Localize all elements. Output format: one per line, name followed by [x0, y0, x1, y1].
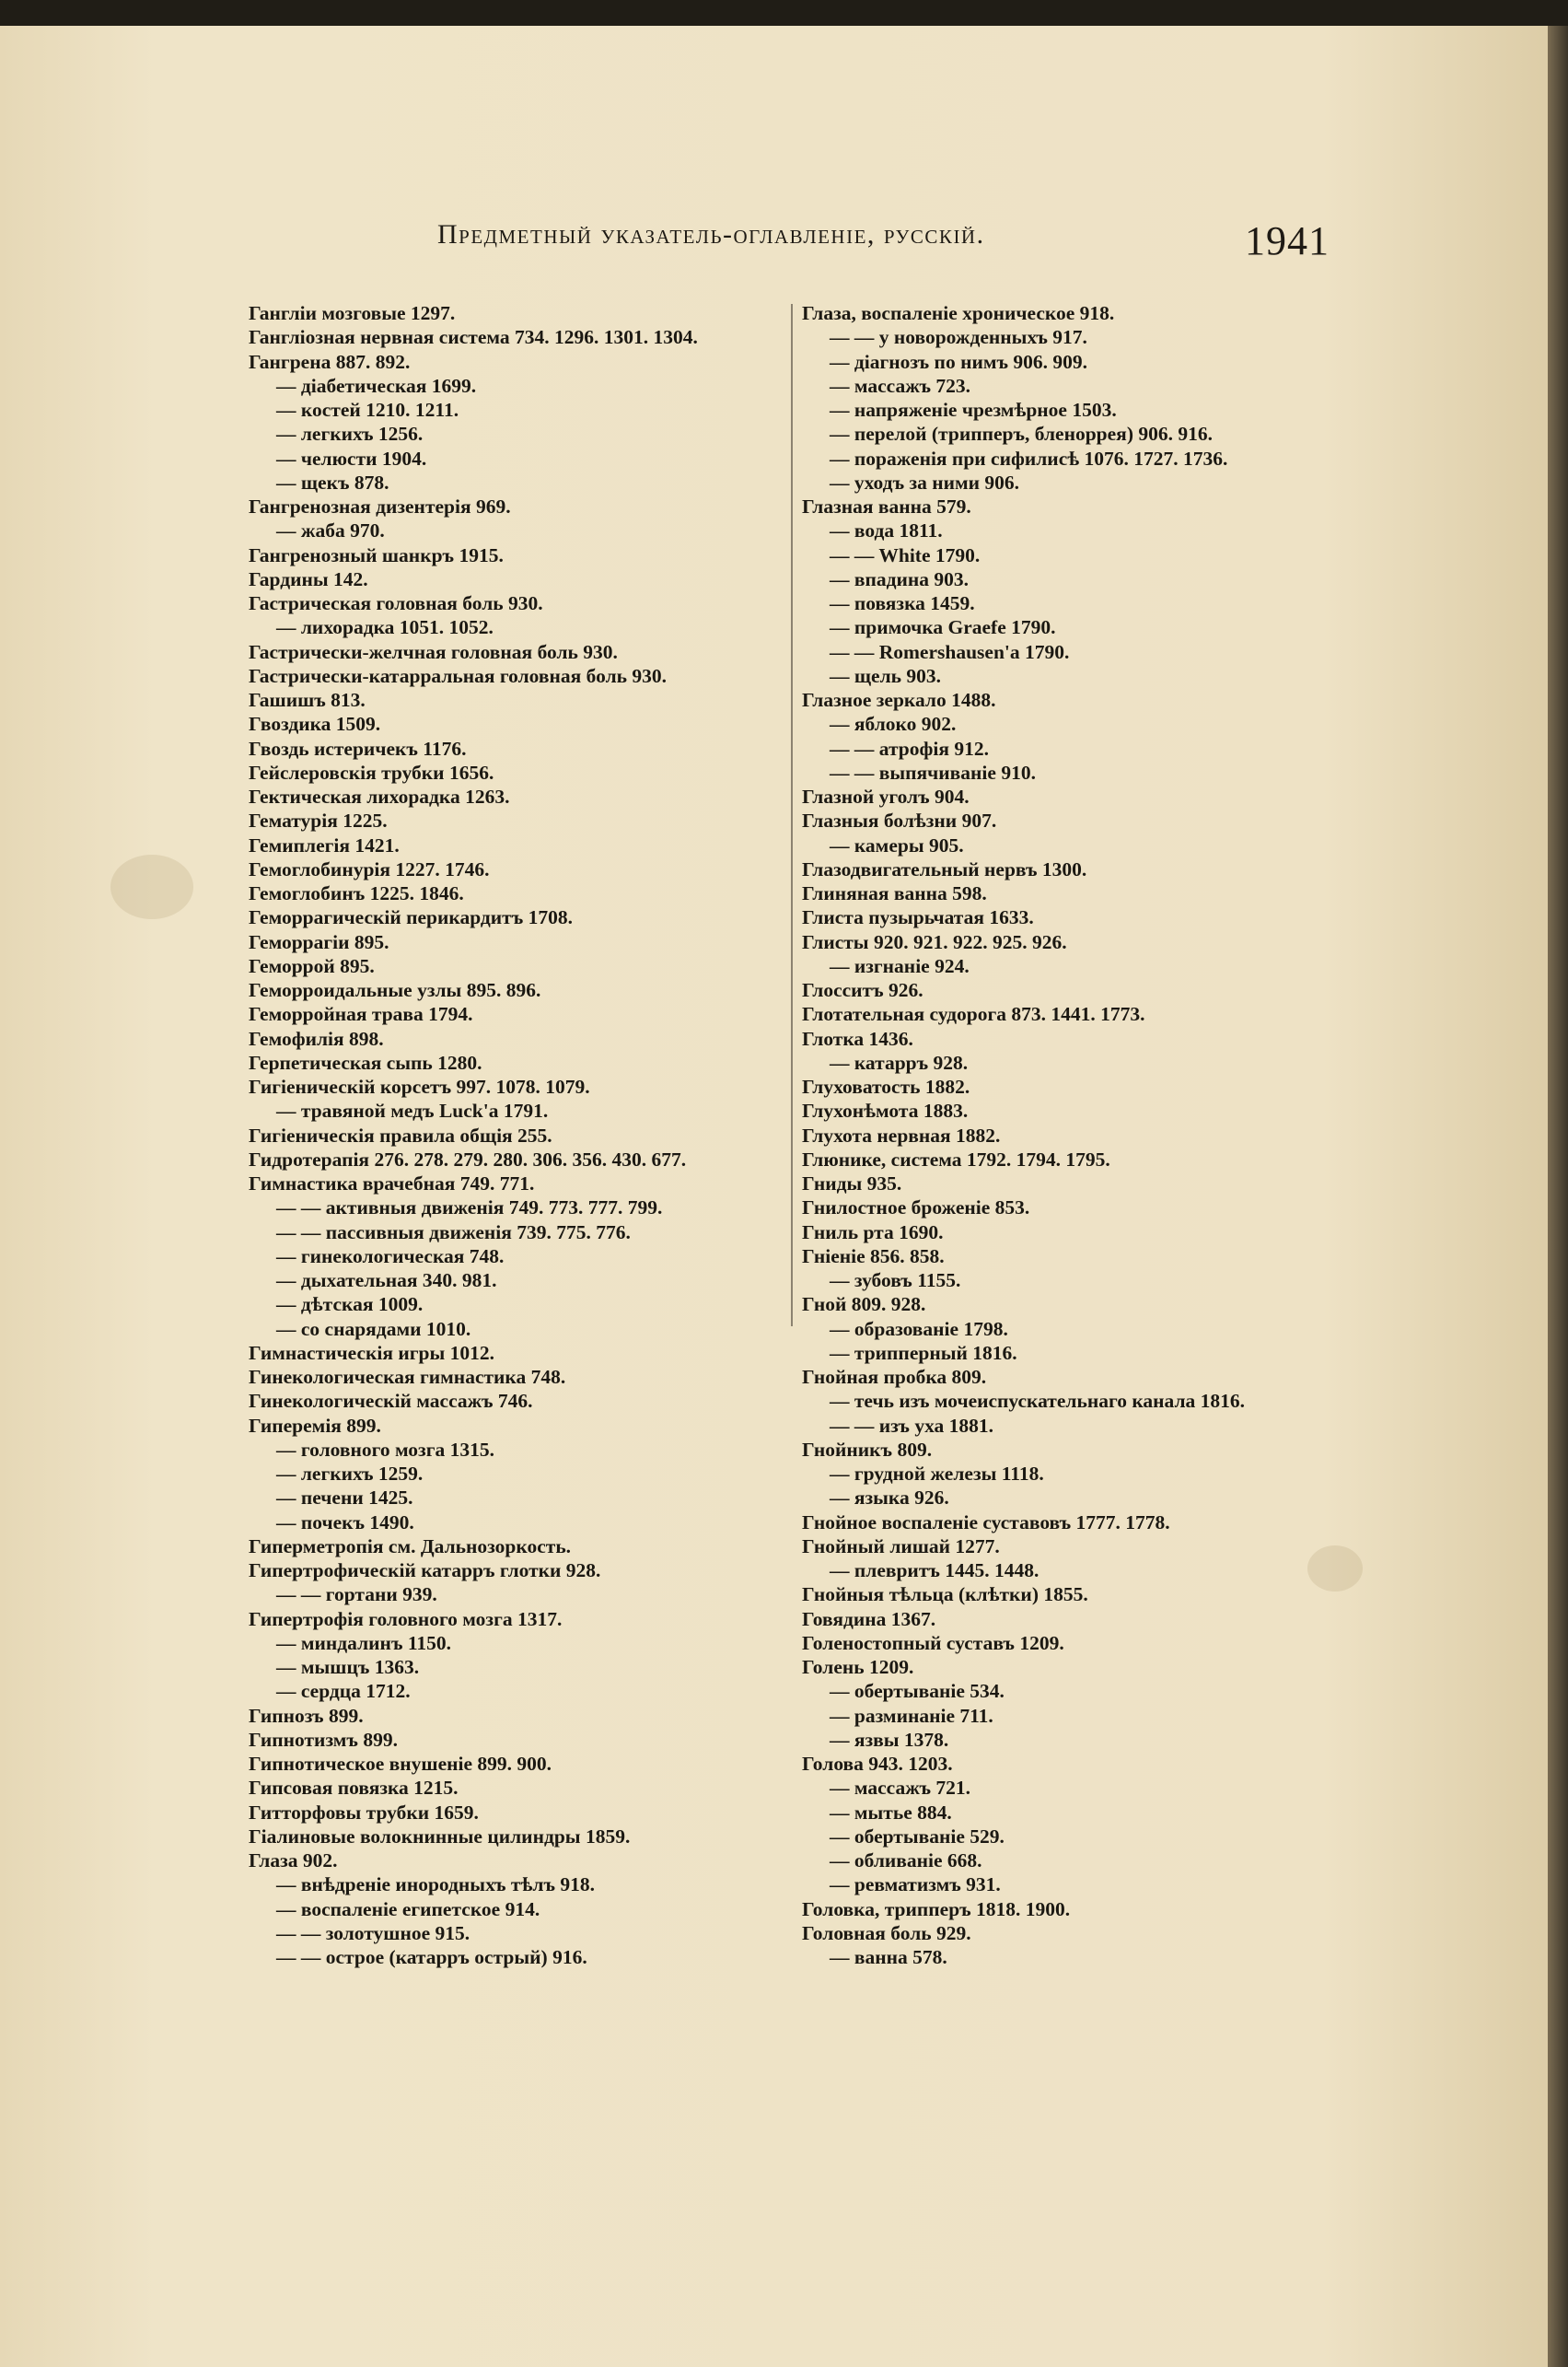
index-entry: Гніеніе 856. 858. — [802, 1244, 945, 1267]
index-column-left — [249, 301, 781, 1969]
index-entry: Гангренозный шанкръ 1915. — [249, 543, 504, 566]
index-entry: Гематурія 1225. — [249, 810, 388, 833]
index-entry: Голень 1209. — [802, 1656, 914, 1678]
index-subentry: — грудной железы 1118. — [830, 1463, 1044, 1485]
index-subentry: — образованіе 1798. — [830, 1317, 1008, 1340]
index-subentry: — — золотушное 915. — [276, 1921, 470, 1944]
index-subentry: — напряженіе чрезмѣрное 1503. — [830, 399, 1117, 421]
index-entry: Гардины 142. — [249, 567, 368, 590]
index-subentry: — обертываніе 529. — [830, 1825, 1005, 1848]
index-entry: Геморрой 895. — [249, 954, 375, 977]
index-entry: Гангрена 887. 892. — [249, 350, 411, 373]
index-subentry: — массажъ 723. — [830, 374, 971, 397]
index-entry: Головная боль 929. — [802, 1921, 971, 1944]
index-entry: Гипнозъ 899. — [249, 1704, 364, 1727]
index-entry: Гинекологическая гимнастика 748. — [249, 1366, 566, 1388]
index-subentry: — вода 1811. — [830, 519, 943, 542]
index-entry: Гангренозная дизентерія 969. — [249, 496, 511, 518]
index-entry: Герпетическая сыпь 1280. — [249, 1051, 482, 1074]
index-entry: Глиста пузырьчатая 1633. — [802, 906, 1034, 929]
index-entry: Гейслеровскія трубки 1656. — [249, 761, 494, 784]
index-subentry: — дыхательная 340. 981. — [276, 1269, 497, 1291]
index-subentry: — головного мозга 1315. — [276, 1438, 494, 1461]
index-entry: Гемиплегія 1421. — [249, 834, 400, 857]
index-entry: Гитторфовы трубки 1659. — [249, 1801, 479, 1824]
index-entry: Гимнастика врачебная 749. 771. — [249, 1172, 535, 1195]
index-subentry: — — выпячиваніе 910. — [830, 761, 1036, 784]
index-entry: Гемофилія 898. — [249, 1027, 384, 1050]
index-subentry: — — атрофія 912. — [830, 737, 989, 760]
index-subentry: — языка 926. — [830, 1487, 949, 1510]
index-entry: Глазное зеркало 1488. — [802, 689, 996, 711]
index-entry: Глухонѣмота 1883. — [802, 1100, 969, 1123]
index-entry: Голеностопный суставъ 1209. — [802, 1631, 1064, 1654]
index-entry: Гемоглобинурія 1227. 1746. — [249, 857, 490, 880]
index-subentry: — почекъ 1490. — [276, 1510, 414, 1533]
index-entry: Гастрическая головная боль 930. — [249, 592, 543, 614]
index-entry: Гной 809. 928. — [802, 1293, 926, 1316]
paper-stain — [110, 855, 193, 919]
index-subentry: — щекъ 878. — [276, 471, 389, 494]
index-subentry: — трипперный 1816. — [830, 1341, 1017, 1364]
index-subentry: — — изъ уха 1881. — [830, 1414, 994, 1437]
index-entry: Гастрически-желчная головная боль 930. — [249, 640, 618, 663]
index-entry: Глосситъ 926. — [802, 979, 923, 1001]
index-entry: Гипнотическое внушеніе 899. 900. — [249, 1753, 552, 1775]
index-subentry: — перелой (трипперъ, бленоррея) 906. 916. — [830, 423, 1213, 446]
index-subentry: — — гортани 939. — [276, 1583, 437, 1606]
index-subentry: — зубовъ 1155. — [830, 1269, 961, 1291]
index-entry: Глаза 902. — [249, 1849, 338, 1871]
index-subentry: — повязка 1459. — [830, 592, 975, 614]
index-subentry: — катарръ 928. — [830, 1051, 969, 1074]
index-entry: Глазодвигательный нервъ 1300. — [802, 857, 1087, 880]
index-subentry: — діагнозъ по нимъ 906. 909. — [830, 350, 1088, 373]
index-entry: Гангліозная нервная система 734. 1296. 1301. 1304. — [249, 326, 698, 349]
index-entry: Голова 943. 1203. — [802, 1753, 953, 1775]
index-entry: Гигіеническій корсетъ 997. 1078. 1079. — [249, 1076, 590, 1098]
index-entry: Глазная ванна 579. — [802, 496, 971, 518]
index-subentry: — течь изъ мочеиспускательнаго канала 1816. — [830, 1390, 1246, 1413]
index-entry: Гемоглобинъ 1225. 1846. — [249, 882, 464, 904]
index-entry: Гидротерапія 276. 278. 279. 280. 306. 356. 430. 677. — [249, 1148, 687, 1171]
index-subentry: — щель 903. — [830, 664, 942, 687]
index-subentry: — — у новорожденныхъ 917. — [830, 326, 1087, 349]
index-subentry: — яблоко 902. — [830, 713, 957, 736]
page-number: 1941 — [1245, 218, 1330, 263]
index-entry: Гвоздика 1509. — [249, 713, 381, 736]
index-entry: Глюнике, система 1792. 1794. 1795. — [802, 1148, 1110, 1171]
index-subentry: — печени 1425. — [276, 1487, 413, 1510]
index-subentry: — ревматизмъ 931. — [830, 1873, 1001, 1896]
index-entry: Гнойный лишай 1277. — [802, 1534, 1000, 1557]
index-subentry: — дѣтская 1009. — [276, 1293, 424, 1316]
index-entry: Гипсовая повязка 1215. — [249, 1777, 459, 1800]
index-entry: Глухота нервная 1882. — [802, 1124, 1001, 1147]
column-divider — [791, 304, 793, 1326]
index-subentry: — — White 1790. — [830, 543, 981, 566]
index-entry: Глазныя болѣзни 907. — [802, 810, 997, 833]
index-subentry: — легкихъ 1256. — [276, 423, 424, 446]
index-entry: Гвоздь истеричекъ 1176. — [249, 737, 467, 760]
index-subentry: — уходъ за ними 906. — [830, 471, 1020, 494]
index-entry: Геморроидальные узлы 895. 896. — [249, 979, 541, 1001]
index-subentry: — — пассивныя движенія 739. 775. 776. — [276, 1220, 631, 1243]
index-entry: Геморройная трава 1794. — [249, 1003, 473, 1026]
index-subentry: — камеры 905. — [830, 834, 964, 857]
index-subentry: — лихорадка 1051. 1052. — [276, 616, 494, 639]
index-entry: Говядина 1367. — [802, 1607, 936, 1630]
index-entry: Глуховатость 1882. — [802, 1076, 970, 1098]
index-subentry: — костей 1210. 1211. — [276, 399, 459, 421]
page-edge — [1548, 26, 1568, 2367]
index-subentry: — гинекологическая 748. — [276, 1244, 505, 1267]
index-entry: Гинекологическій массажъ 746. — [249, 1390, 533, 1413]
index-subentry: — ванна 578. — [830, 1946, 947, 1968]
index-subentry: — легкихъ 1259. — [276, 1463, 424, 1485]
index-subentry: — миндалинъ 1150. — [276, 1631, 452, 1654]
index-entry: Гигіеническія правила общія 255. — [249, 1124, 552, 1147]
index-entry: Гипертрофическій катарръ глотки 928. — [249, 1559, 601, 1581]
index-subentry: — впадина 903. — [830, 567, 970, 590]
index-entry: Геморрагическій перикардитъ 1708. — [249, 906, 573, 929]
index-column-right — [802, 301, 1336, 1969]
index-entry: Гіалиновые волокнинные цилиндры 1859. — [249, 1825, 631, 1848]
index-subentry: — пораженія при сифилисѣ 1076. 1727. 1736. — [830, 447, 1228, 470]
index-entry: Гастрически-катарральная головная боль 930. — [249, 664, 668, 687]
index-entry: Глисты 920. 921. 922. 925. 926. — [802, 930, 1067, 953]
index-entry: Гимнастическія игры 1012. — [249, 1341, 495, 1364]
index-entry: Геморрагіи 895. — [249, 930, 389, 953]
index-entry: Гиперметропія см. Дальнозоркость. — [249, 1534, 572, 1557]
index-subentry: — разминаніе 711. — [830, 1704, 993, 1727]
index-subentry: — мышцъ 1363. — [276, 1656, 420, 1678]
index-entry: Гангліи мозговые 1297. — [249, 302, 456, 324]
index-entry: Глазной уголъ 904. — [802, 786, 970, 808]
index-entry: Гипертрофія головного мозга 1317. — [249, 1607, 563, 1630]
index-entry: Гнойникъ 809. — [802, 1438, 933, 1461]
index-subentry: — воспаленіе египетское 914. — [276, 1897, 540, 1920]
index-subentry: — со снарядами 1010. — [276, 1317, 471, 1340]
index-entry: Гнилостное броженіе 853. — [802, 1196, 1030, 1219]
index-subentry: — сердца 1712. — [276, 1680, 411, 1703]
index-subentry: — — активныя движенія 749. 773. 777. 799. — [276, 1196, 663, 1219]
index-subentry: — плевритъ 1445. 1448. — [830, 1559, 1040, 1581]
index-subentry: — травяной медъ Luck'а 1791. — [276, 1100, 549, 1123]
index-subentry: — челюсти 1904. — [276, 447, 427, 470]
index-entry: Головка, трипперъ 1818. 1900. — [802, 1897, 1071, 1920]
index-subentry: — обливаніе 668. — [830, 1849, 982, 1871]
index-entry: Глотка 1436. — [802, 1027, 913, 1050]
index-entry: Глаза, воспаленіе хроническое 918. — [802, 302, 1115, 324]
index-subentry: — язвы 1378. — [830, 1728, 949, 1751]
index-subentry: — примочка Graefe 1790. — [830, 616, 1056, 639]
index-subentry: — внѣдреніе инородныхъ тѣлъ 918. — [276, 1873, 595, 1896]
running-header: Предметный указатель-оглавленіе, русскій. — [437, 219, 985, 250]
index-entry: Гнойное воспаленіе суставовъ 1777. 1778. — [802, 1510, 1170, 1533]
index-subentry: — жаба 970. — [276, 519, 385, 542]
index-subentry: — — острое (катарръ острый) 916. — [276, 1946, 587, 1968]
index-subentry: — діабетическая 1699. — [276, 374, 477, 397]
index-entry: Гнойная пробка 809. — [802, 1366, 987, 1388]
index-entry: Гипнотизмъ 899. — [249, 1728, 398, 1751]
index-subentry: — мытье 884. — [830, 1801, 952, 1824]
index-entry: Глиняная ванна 598. — [802, 882, 987, 904]
index-entry: Гнойныя тѣльца (клѣтки) 1855. — [802, 1583, 1088, 1606]
index-entry: Гашишъ 813. — [249, 689, 366, 711]
index-entry: Гниль рта 1690. — [802, 1220, 944, 1243]
index-subentry: — массажъ 721. — [830, 1777, 971, 1800]
index-subentry: — — Romershausen'а 1790. — [830, 640, 1070, 663]
index-entry: Гниды 935. — [802, 1172, 902, 1195]
index-entry: Глотательная судорога 873. 1441. 1773. — [802, 1003, 1145, 1026]
index-entry: Гектическая лихорадка 1263. — [249, 786, 510, 808]
index-subentry: — обертываніе 534. — [830, 1680, 1005, 1703]
index-subentry: — изгнаніе 924. — [830, 954, 970, 977]
index-entry: Гиперемія 899. — [249, 1414, 381, 1437]
